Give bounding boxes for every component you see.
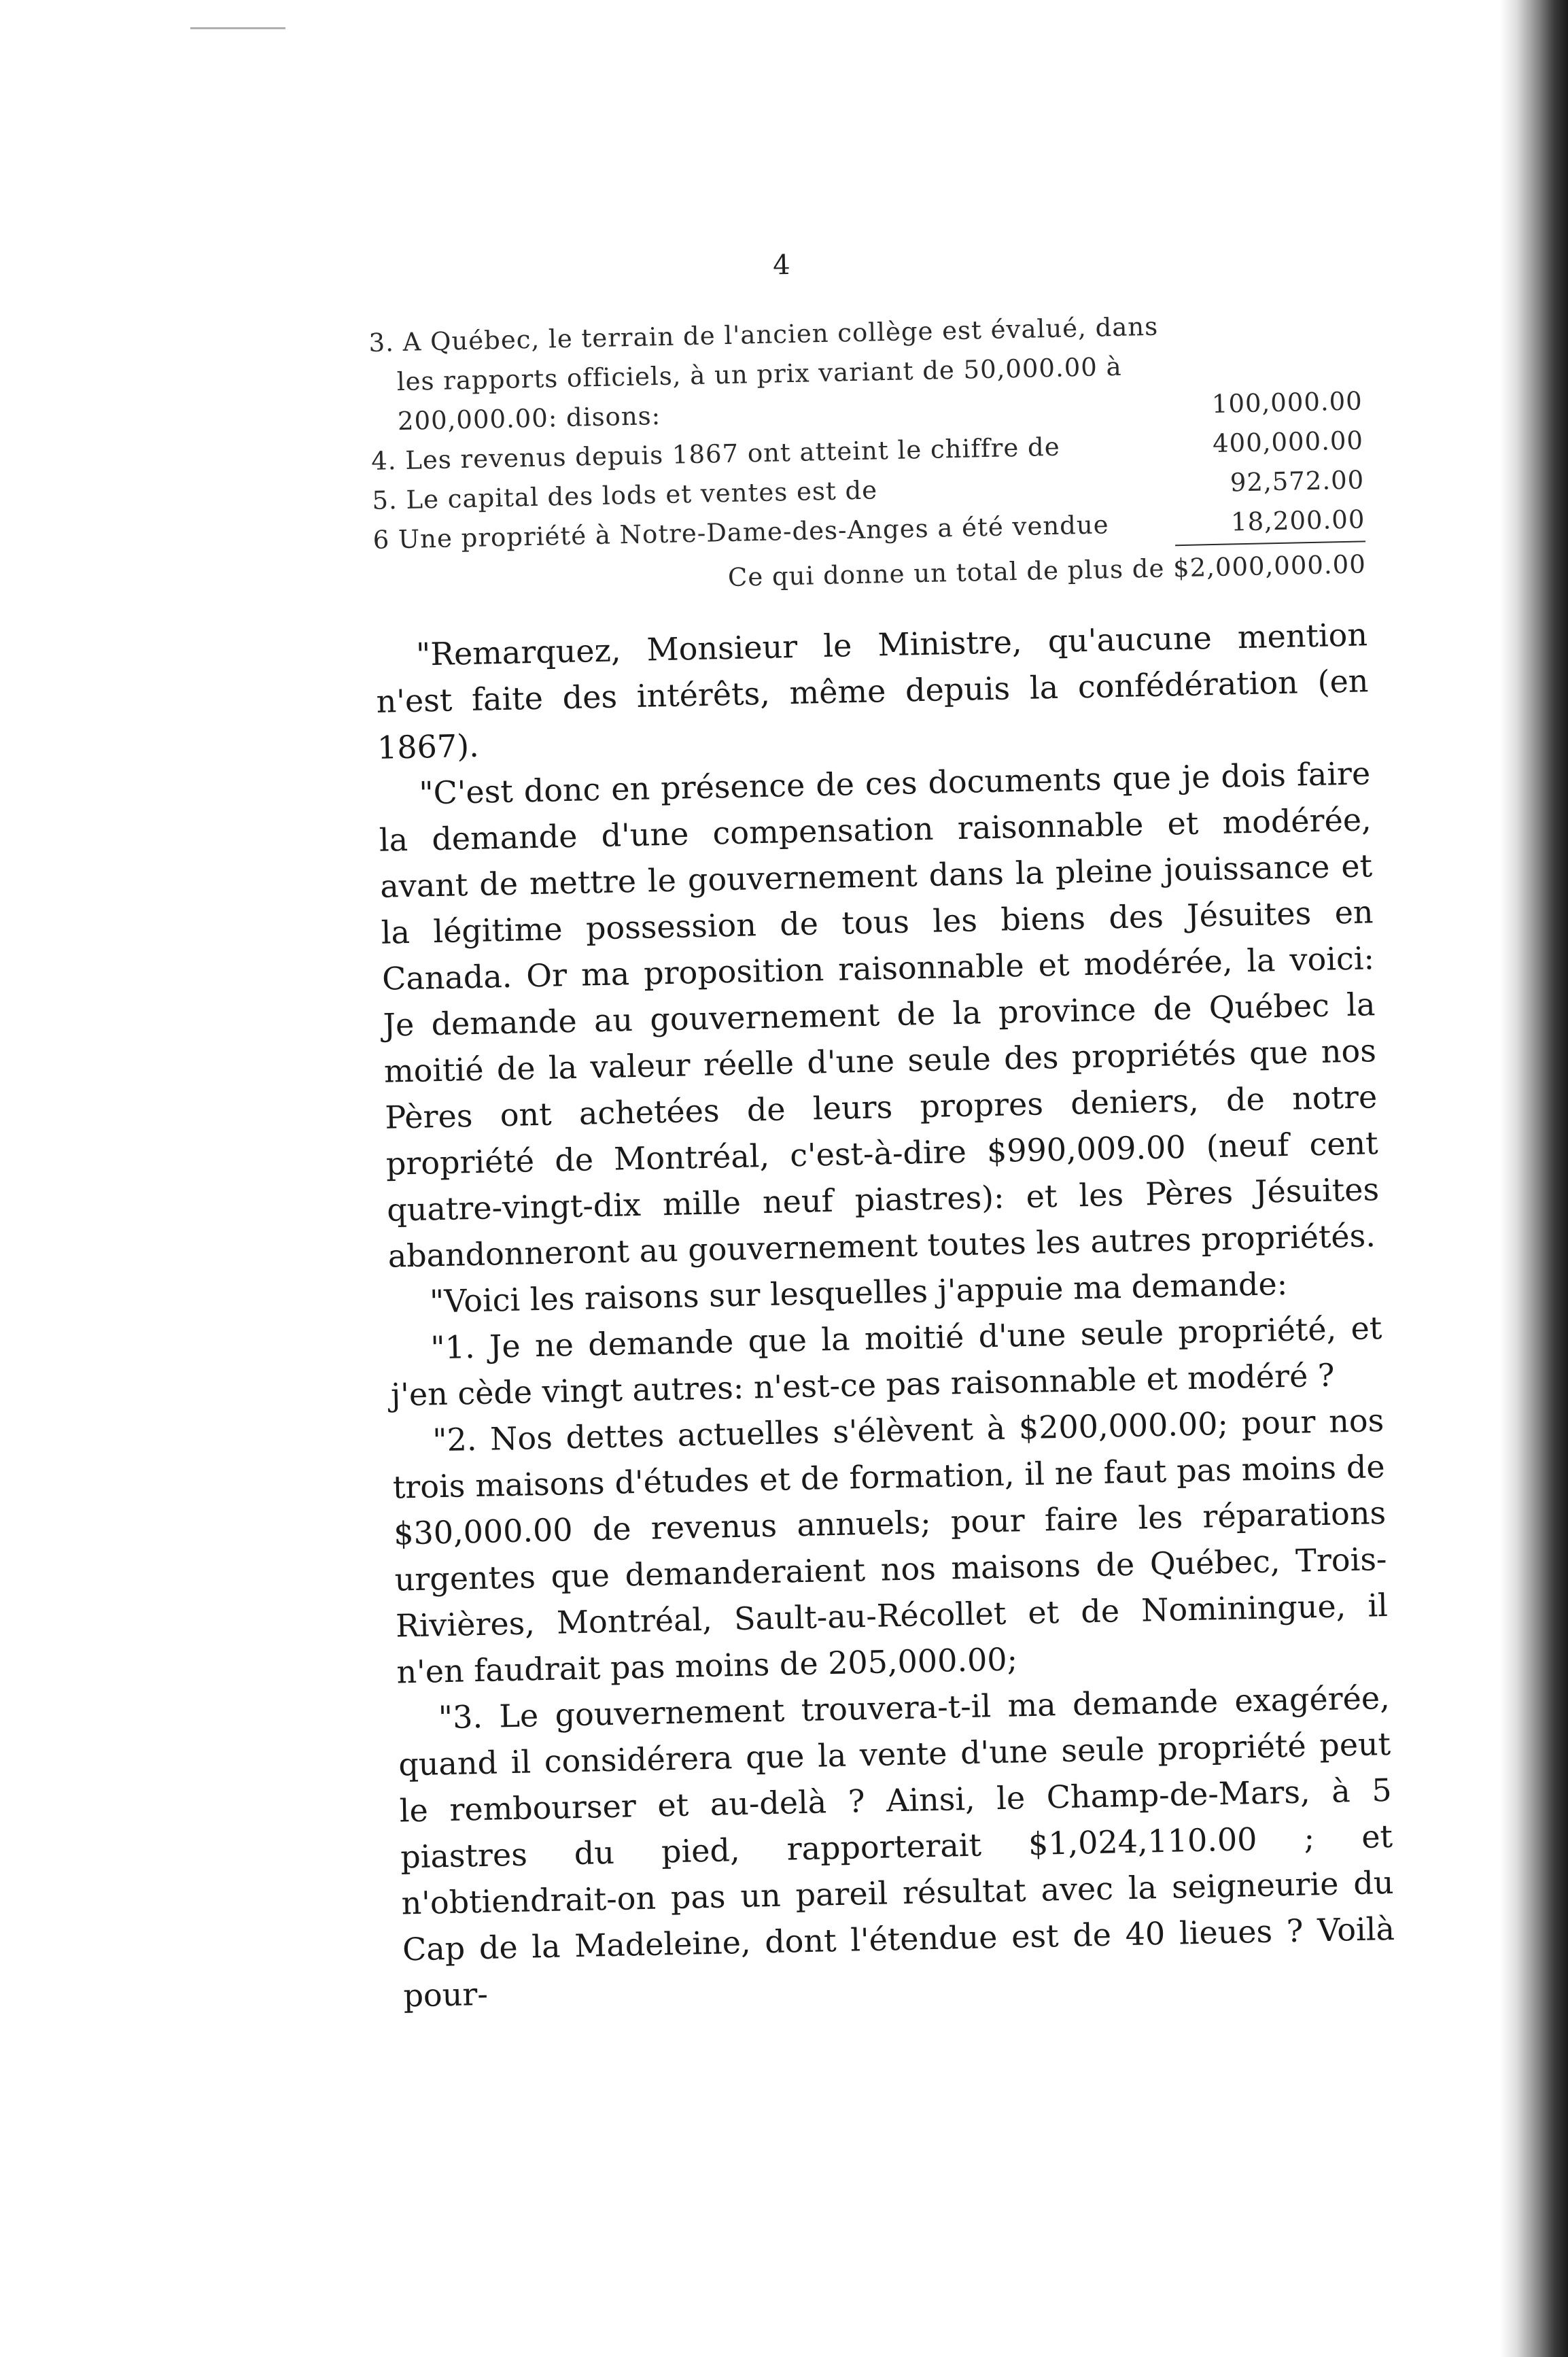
ledger-item-amount: 100,000.00 bbox=[1211, 386, 1363, 419]
ledger-item bbox=[368, 303, 1363, 442]
body-paragraph: "1. Je ne demande que la moitié d'une seule propriété, et j'en cède vingt autres: n'est-ce pas raisonnable et modéré ? bbox=[390, 1309, 1382, 1413]
ledger-item-text: 5. Le capital des lods et ventes est de bbox=[372, 475, 878, 515]
body-paragraph: "C'est donc en présence de ces documents que je dois faire la demande d'une compensation raisonnable et modérée, avant de mettre le gouvernement dans la pleine jouissance et la légitime possession de tous les biens des Jésuites en Canada. Or ma proposition raisonnable et modérée, la voici: Je demande au gouvernement de la province de Québec la moitié de la valeur réelle d'une seule des propriétés que nos Pères ont achetées de leurs propres deniers, de notre propriété de Montréal, c'est-à-dire $990,009.00 (neuf cent quatre-vingt-dix mille neuf piastres): et les Pères Jésuites abandonneront au gouvernement toutes les autres propriétés. bbox=[379, 755, 1380, 1275]
page-content bbox=[367, 237, 1396, 2018]
body-paragraph: "3. Le gouvernement trouvera-t-il ma demande exagérée, quand il considérera que la vente d'une seule propriété peut le rembourser et au-delà ? Ainsi, le Champ-de-Mars, à 5 piastres du pied, rapporterait $1,024,110.00 ; et n'obtiendrait-on pas un pareil résultat avec la seigneurie du Cap de la Madeleine, dont l'étendue est de 40 lieues ? Voilà pour- bbox=[398, 1679, 1395, 2014]
ledger-item-amount: 400,000.00 bbox=[1212, 426, 1364, 459]
letter-body bbox=[375, 611, 1396, 2018]
body-paragraph: "Remarquez, Monsieur le Ministre, qu'aucune mention n'est faite des intérêts, même depuis la confédération (en 1867). bbox=[376, 616, 1369, 766]
ledger-item-amount: 18,200.00 bbox=[1230, 504, 1365, 537]
page-number: 4 bbox=[772, 249, 792, 281]
scan-top-mark bbox=[190, 27, 285, 29]
ledger-item-text: 6 Une propriété à Notre-Dame-des-Anges a été vendue bbox=[372, 510, 1110, 555]
ledger-item-text: 3. A Québec, le terrain de l'ancien collège est évalué, dans les rapports officiels, à un prix variant de 50,000.00 à 200,000.00: disons: bbox=[368, 311, 1159, 436]
ledger-item-amount: 92,572.00 bbox=[1230, 465, 1365, 498]
body-paragraph: "Voici les raisons sur lesquelles j'appuie ma demande: bbox=[429, 1264, 1288, 1320]
ledger-total: Ce qui donne un total de plus de $2,000,000.00 bbox=[727, 549, 1367, 592]
property-ledger bbox=[368, 303, 1366, 604]
body-paragraph: "2. Nos dettes actuelles s'élèvent à $200,000.00; pour nos trois maisons d'études et de formation, il ne faut pas moins de $30,000.00 de revenus annuels; pour faire les réparations urgentes que demanderaient nos maisons de Québec, Trois-Rivières, Montréal, Sault-au-Récollet et de Nominingue, il n'en faudrait pas moins de 205,000.00; bbox=[392, 1402, 1389, 1691]
ledger-item-text: 4. Les revenus depuis 1867 ont atteint le chiffre de bbox=[370, 432, 1061, 476]
page-binding-edge bbox=[1500, 0, 1568, 2357]
